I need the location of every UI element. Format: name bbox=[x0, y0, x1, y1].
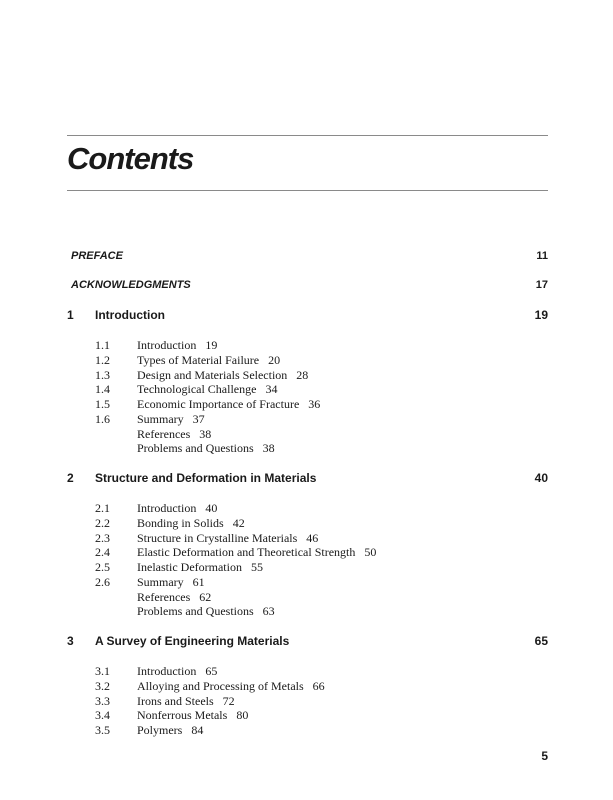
front-matter-entry[interactable] bbox=[71, 250, 548, 266]
section-number: 3.2 bbox=[95, 678, 110, 693]
section-title: Introduction bbox=[137, 664, 197, 678]
section-title: Elastic Deformation and Theoretical Strength bbox=[137, 545, 356, 560]
section-page: 72 bbox=[222, 693, 235, 708]
section-page: 65 bbox=[205, 664, 218, 678]
page-number: 5 bbox=[541, 749, 548, 763]
section-page: 46 bbox=[306, 530, 319, 545]
section-title: Nonferrous Metals bbox=[137, 708, 228, 723]
section-page: 36 bbox=[308, 397, 321, 411]
chapter-number: 1 bbox=[67, 308, 74, 322]
section-title: Problems and Questions bbox=[137, 441, 254, 456]
section-number: 2.6 bbox=[95, 574, 110, 589]
section-title: Polymers bbox=[137, 723, 183, 737]
section-number: 1.5 bbox=[95, 397, 110, 411]
chapter-entry[interactable] bbox=[67, 634, 548, 650]
chapter-page: 19 bbox=[534, 308, 548, 322]
section-page: 37 bbox=[192, 411, 205, 426]
chapter-number: 3 bbox=[67, 634, 74, 648]
section-number: 2.3 bbox=[95, 530, 110, 545]
section-title: References bbox=[137, 589, 191, 604]
section-number: 1.6 bbox=[95, 411, 110, 426]
chapter-title: Introduction bbox=[95, 308, 165, 322]
bottom-rule bbox=[67, 190, 548, 191]
section-number: 2.5 bbox=[95, 560, 110, 574]
section-page: 19 bbox=[205, 338, 218, 352]
section-number: 1.3 bbox=[95, 367, 110, 382]
chapter-page: 65 bbox=[534, 634, 548, 648]
section-title: Introduction bbox=[137, 338, 197, 352]
section-number: 1.2 bbox=[95, 352, 110, 367]
chapter-entry[interactable] bbox=[67, 471, 548, 487]
front-matter-label: ACKNOWLEDGMENTS bbox=[71, 279, 191, 291]
section-page: 80 bbox=[236, 708, 249, 723]
section-title: Economic Importance of Fracture bbox=[137, 397, 300, 411]
section-page: 38 bbox=[199, 426, 212, 441]
section-page: 34 bbox=[265, 382, 278, 397]
front-matter-page: 17 bbox=[535, 279, 548, 291]
section-title: Design and Materials Selection bbox=[137, 367, 288, 382]
chapter-title: Structure and Deformation in Materials bbox=[95, 471, 317, 485]
section-title: Types of Material Failure bbox=[137, 352, 260, 367]
front-matter-page: 11 bbox=[536, 250, 548, 262]
chapter-title: A Survey of Engineering Materials bbox=[95, 634, 290, 648]
section-number: 2.4 bbox=[95, 545, 110, 560]
section-page: 42 bbox=[232, 515, 245, 530]
section-page: 61 bbox=[192, 574, 205, 589]
section-number: 2.2 bbox=[95, 515, 110, 530]
section-page: 40 bbox=[205, 501, 218, 515]
section-page: 55 bbox=[250, 560, 263, 574]
section-number: 3.1 bbox=[95, 664, 110, 678]
chapter-page: 40 bbox=[534, 471, 548, 485]
section-page: 20 bbox=[268, 352, 281, 367]
front-matter-label: PREFACE bbox=[71, 250, 123, 262]
section-number: 1.1 bbox=[95, 338, 110, 352]
section-page: 66 bbox=[312, 678, 325, 693]
chapter-entry[interactable] bbox=[67, 308, 548, 324]
section-title: Irons and Steels bbox=[137, 693, 214, 708]
top-rule bbox=[67, 135, 548, 136]
section-number: 3.4 bbox=[95, 708, 110, 723]
section-title: Summary bbox=[137, 574, 184, 589]
section-number: 2.1 bbox=[95, 501, 110, 515]
section-title: Summary bbox=[137, 411, 184, 426]
section-title: Alloying and Processing of Metals bbox=[137, 678, 304, 693]
section-page: 84 bbox=[191, 723, 204, 737]
page-title: Contents bbox=[67, 141, 194, 176]
chapter-number: 2 bbox=[67, 471, 74, 485]
section-page: 62 bbox=[199, 589, 212, 604]
section-page: 28 bbox=[296, 367, 309, 382]
section-page: 50 bbox=[364, 545, 377, 560]
section-title: Introduction bbox=[137, 501, 197, 515]
section-number: 3.3 bbox=[95, 693, 110, 708]
section-title: Structure in Crystalline Materials bbox=[137, 530, 298, 545]
section-page: 63 bbox=[262, 604, 275, 619]
section-title: Inelastic Deformation bbox=[137, 560, 242, 574]
section-title: Technological Challenge bbox=[137, 382, 257, 397]
front-matter-entry[interactable] bbox=[71, 279, 548, 295]
section-title: Problems and Questions bbox=[137, 604, 254, 619]
section-number: 3.5 bbox=[95, 723, 110, 737]
section-title: Bonding in Solids bbox=[137, 515, 224, 530]
section-page: 38 bbox=[262, 441, 275, 456]
section-number: 1.4 bbox=[95, 382, 110, 397]
section-title: References bbox=[137, 426, 191, 441]
